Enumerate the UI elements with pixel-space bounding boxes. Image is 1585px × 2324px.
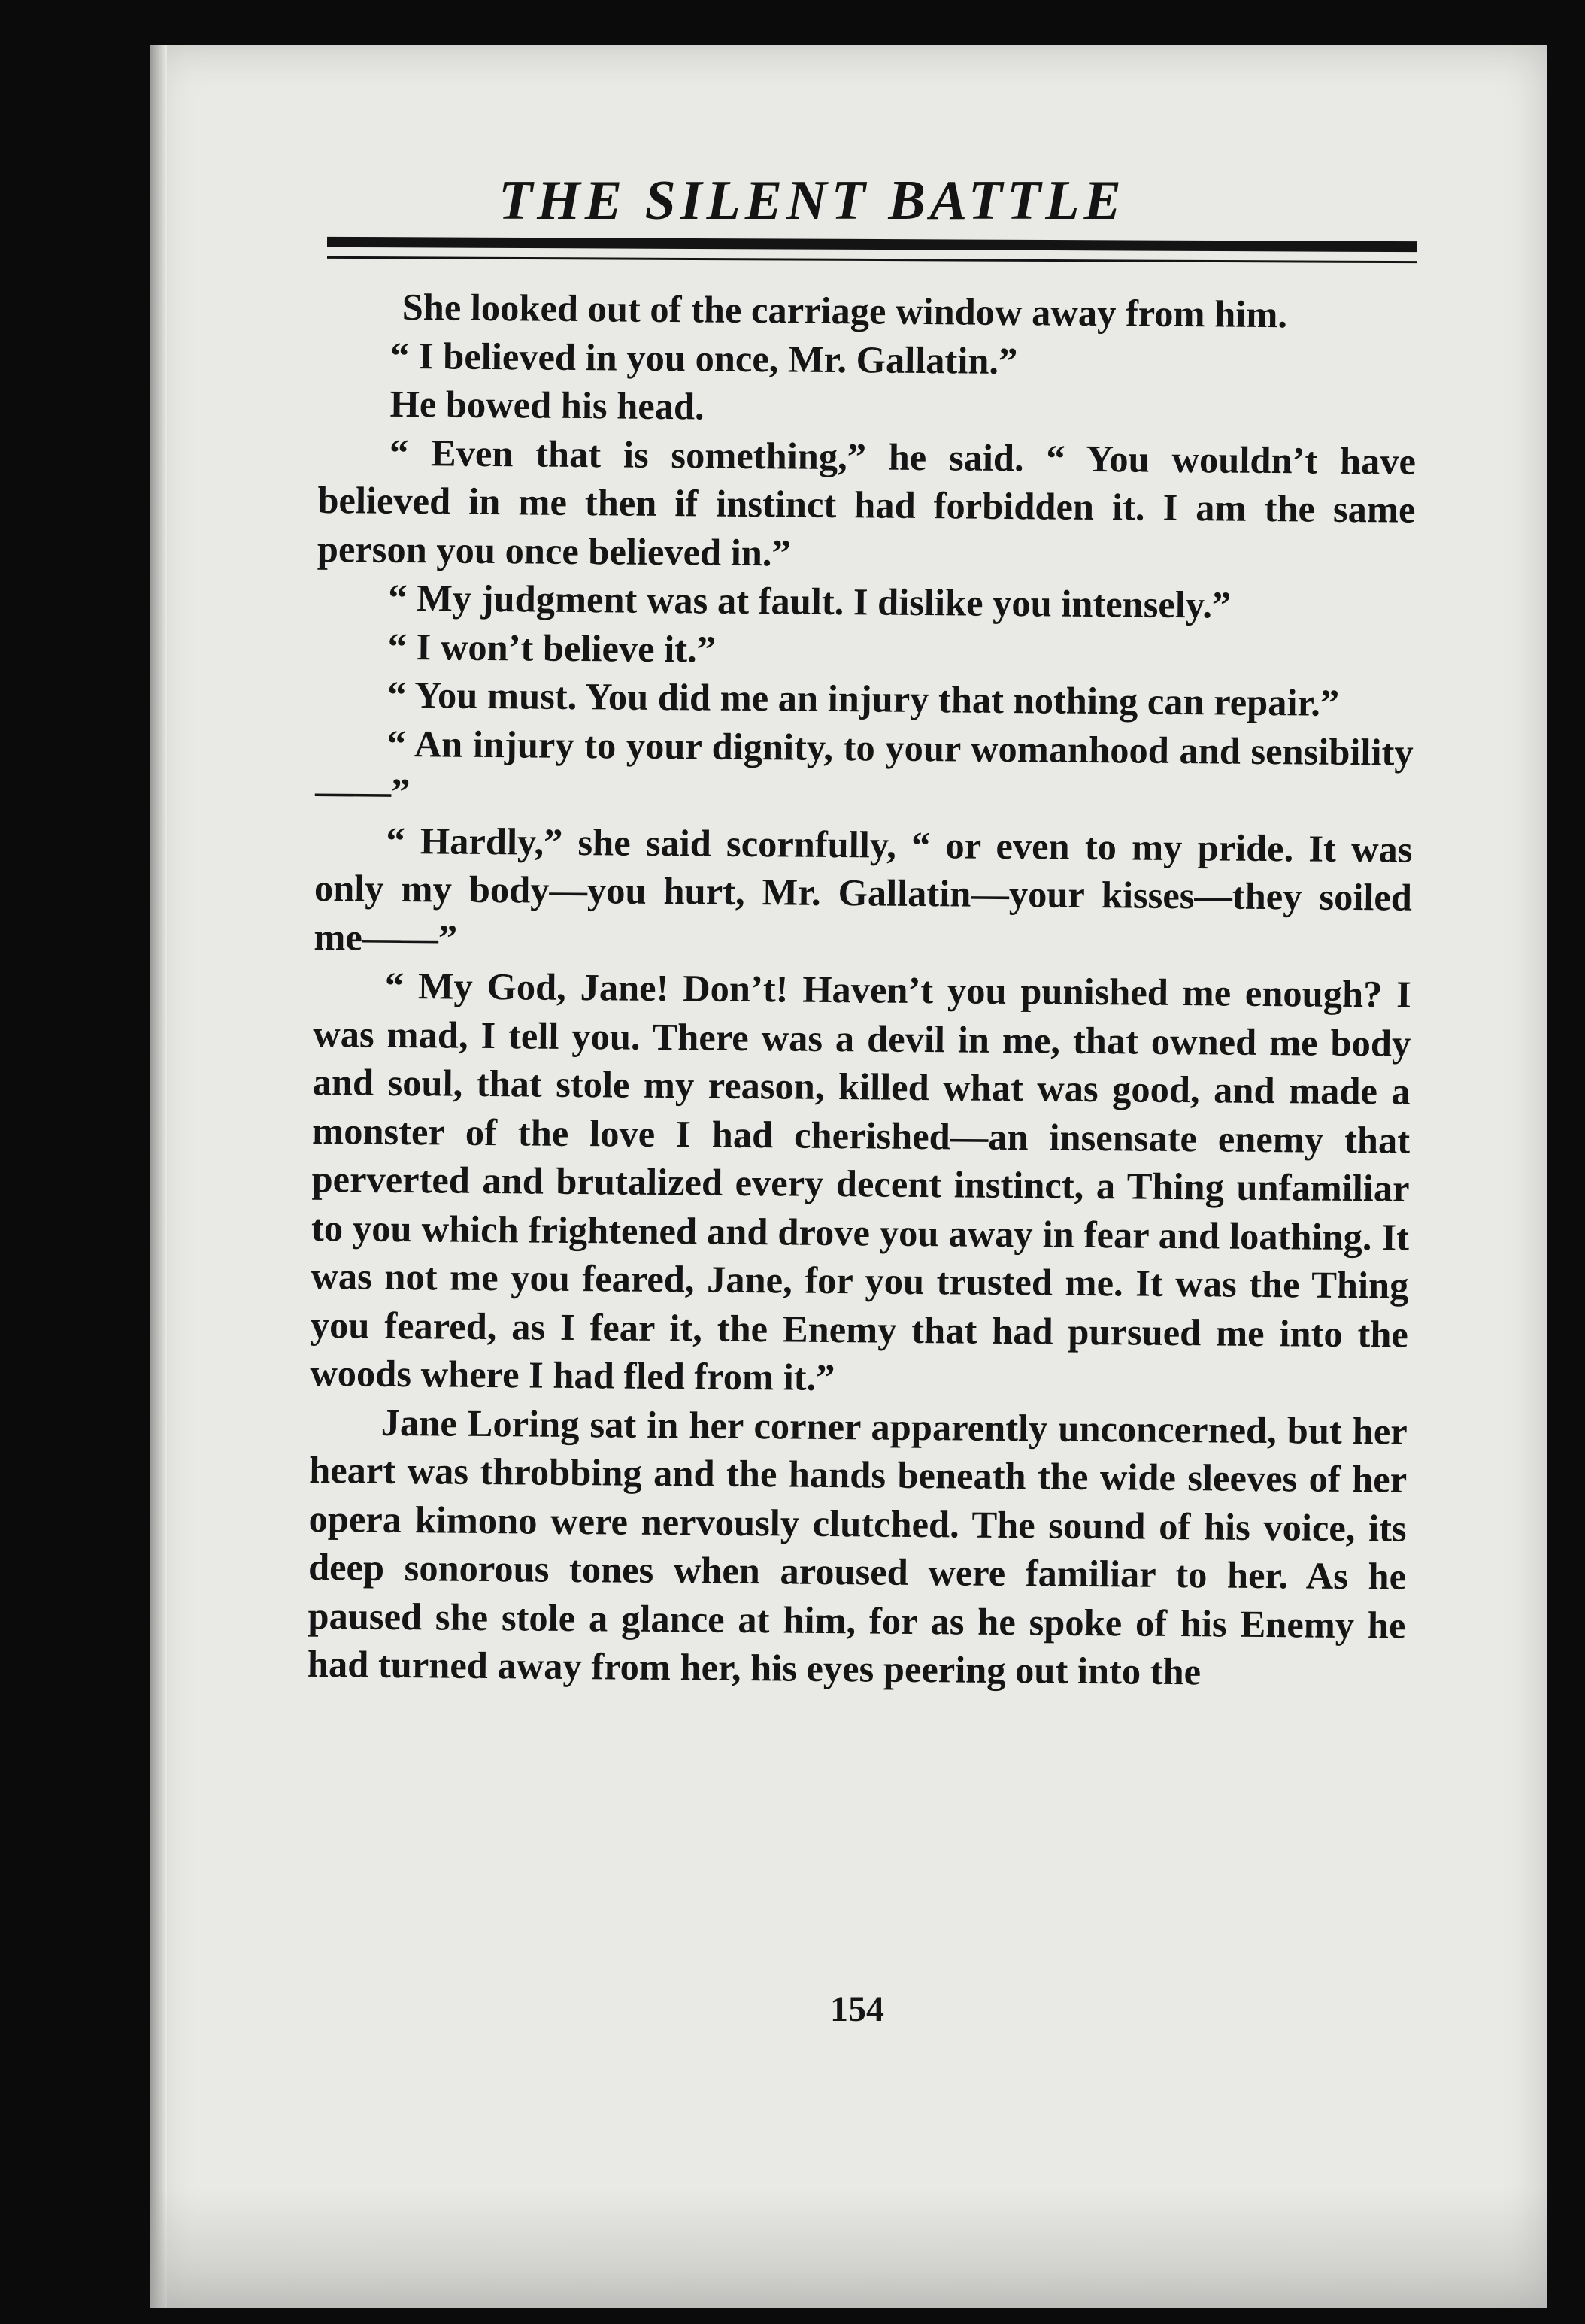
- paragraph: “ My judgment was at fault. I dislike you intensely.”: [388, 576, 1232, 626]
- paragraph: She looked out of the carriage window away from him.: [402, 285, 1288, 336]
- page-gutter-shadow: [150, 45, 167, 2308]
- running-head: THE SILENT BATTLE: [499, 170, 1126, 232]
- paragraph: He bowed his head.: [389, 382, 705, 428]
- paragraph: “ Even that is something,” he said. “ You wouldn’t have believed in me then if instinct had forbidden it. I am the same person you once believed in.”: [317, 431, 1417, 574]
- paragraph: “ My God, Jane! Don’t! Haven’t you punished me enough? I was mad, I tell you. There was a devil in me, that owned me body and soul, that stole my reason, killed what was good, and made a monster of the love I had cherished—an insensate enemy that perverted and brutalized every decent instinct, a Thing unfamiliar to you which frightened and drove you away in fear and loathing. It was not me you feared, Jane, for you trusted me. It was the Thing you feared, as I fear it, the Enemy that had pursued me into the woods where I had fled from it.”: [310, 964, 1412, 1399]
- paragraph: “ Hardly,” she said scornfully, “ or even to my pride. It was only my body—you hurt, Mr. Gallatin—your kisses—they soiled me——”: [314, 819, 1413, 959]
- scan-border-right: [1547, 0, 1585, 2324]
- body-text: [308, 282, 1417, 1698]
- paragraph: Jane Loring sat in her corner apparently unconcerned, but her heart was throbbing and the hands beneath the wide sleeves of her opera kimono were nervously clutched. The sound of his voice, its deep sonorous tones when aroused were familiar to her. As he paused she stole a glance at him, for as he spoke of his Enemy he had turned away from her, his eyes peering out into the: [307, 1401, 1408, 1693]
- page-number: 154: [830, 1989, 884, 2029]
- paragraph: “ An injury to your dignity, to your womanhood and sensibility——”: [314, 722, 1414, 814]
- paragraph: “ I believed in you once, Mr. Gallatin.”: [389, 334, 1018, 382]
- paragraph: “ I won’t believe it.”: [387, 625, 717, 671]
- paragraph: “ You must. You did me an injury that nothing can repair.”: [386, 673, 1340, 724]
- page-bottom-shadow: [150, 2188, 1547, 2308]
